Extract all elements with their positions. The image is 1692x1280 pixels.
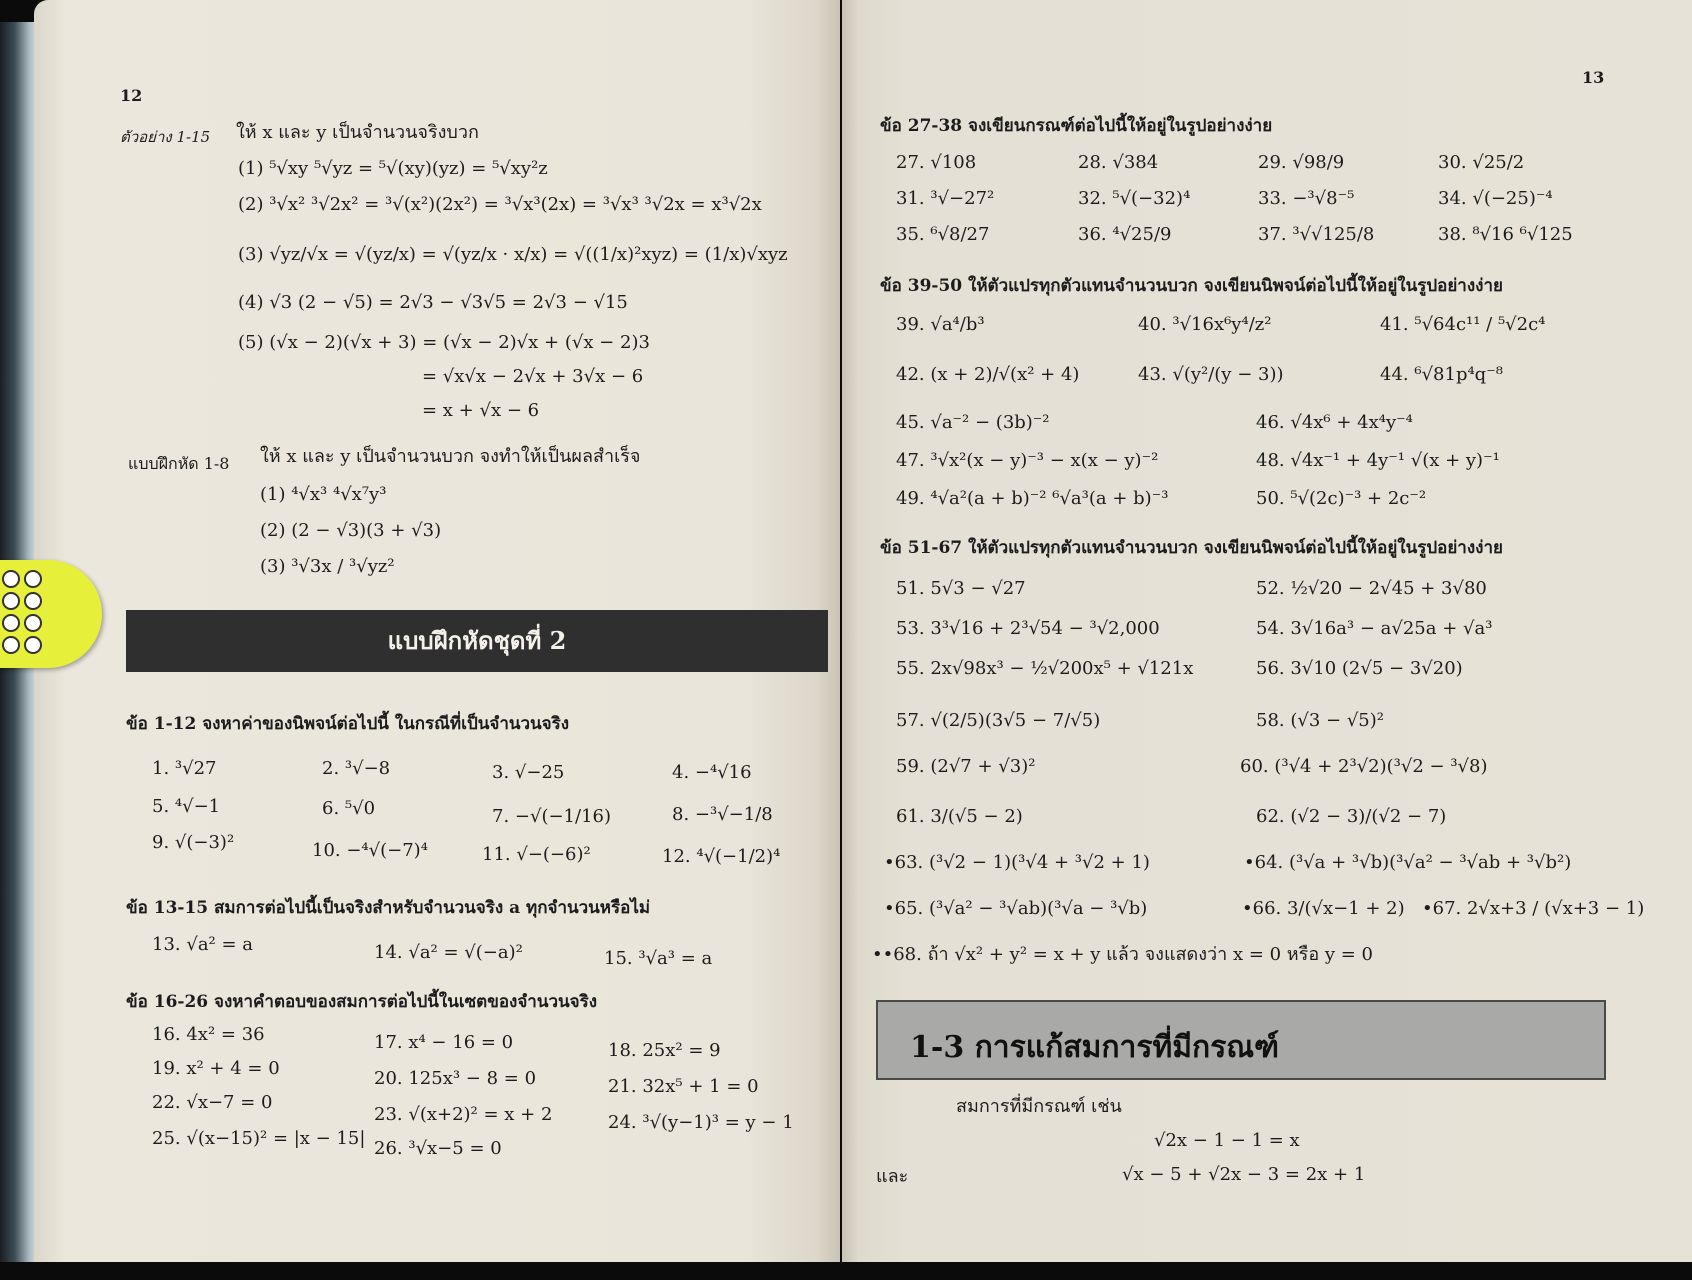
problem-item: 2. ³√−8	[322, 758, 391, 779]
problem-item: 37. ³√√125/8	[1258, 224, 1375, 245]
problem-item: 52. ½√20 − 2√45 + 3√80	[1256, 578, 1487, 599]
problem-item: 19. x² + 4 = 0	[152, 1058, 280, 1079]
problem-item: 18. 25x² = 9	[608, 1040, 721, 1061]
example-line: (3) √yz/√x = √(yz/x) = √(yz/x · x/x) = √((1/x)²xyz) = (1/x)√xyz	[238, 244, 788, 265]
section-heading: ข้อ 16-26 จงหาคำตอบของสมการต่อไปนี้ในเซตของจำนวนจริง	[126, 992, 598, 1012]
problem-item: 36. ⁴√25/9	[1078, 224, 1172, 245]
problem-item: 27. √108	[896, 152, 977, 173]
problem-item: 14. √a² = √(−a)²	[374, 942, 523, 963]
problem-item: 9. √(−3)²	[152, 832, 235, 853]
problem-item: 12. ⁴√(−1/2)⁴	[662, 846, 781, 867]
problem-item: 55. 2x√98x³ − ½√200x⁵ + √121x	[896, 658, 1194, 679]
problem-item: 50. ⁵√(2c)⁻³ + 2c⁻²	[1256, 488, 1427, 509]
problem-item: ••68. ถ้า √x² + y² = x + y แล้ว จงแสดงว่า x = 0 หรือ y = 0	[872, 944, 1374, 965]
problem-item: 38. ⁸√16 ⁶√125	[1438, 224, 1573, 245]
problem-item: 1. ³√27	[152, 758, 217, 779]
problem-item: 51. 5√3 − √27	[896, 578, 1026, 599]
example-line: = x + √x − 6	[422, 400, 540, 421]
example-line: (4) √3 (2 − √5) = 2√3 − √3√5 = 2√3 − √15	[238, 292, 628, 313]
problem-item: 17. x⁴ − 16 = 0	[374, 1032, 514, 1053]
problem-item: 26. ³√x−5 = 0	[374, 1138, 502, 1159]
exercise-set-banner: แบบฝึกหัดชุดที่ 2	[126, 610, 828, 672]
problem-item: 40. ³√16x⁶y⁴/z²	[1138, 314, 1272, 335]
problem-item: 29. √98/9	[1258, 152, 1345, 173]
example-line: (5) (√x − 2)(√x + 3) = (√x − 2)√x + (√x − 2)3	[238, 332, 650, 353]
problem-item: •66. 3/(√x−1 + 2)	[1242, 898, 1405, 919]
problem-item: •65. (³√a² − ³√ab)(³√a − ³√b)	[884, 898, 1148, 919]
exercise-intro: ให้ x และ y เป็นจำนวนบวก จงทำให้เป็นผลสำเร็จ	[260, 446, 641, 467]
problem-item: 23. √(x+2)² = x + 2	[374, 1104, 553, 1125]
left-page	[34, 0, 840, 1262]
example-line: = √x√x − 2√x + 3√x − 6	[422, 366, 644, 387]
problem-item: 31. ³√−27²	[896, 188, 995, 209]
example-line: (1) ⁵√xy ⁵√yz = ⁵√(xy)(yz) = ⁵√xy²z	[238, 158, 548, 179]
page-number: 12	[120, 86, 143, 105]
problem-item: 54. 3√16a³ − a√25a + √a³	[1256, 618, 1493, 639]
problem-item: 25. √(x−15)² = |x − 15|	[152, 1128, 366, 1149]
problem-item: 33. −³√8⁻⁵	[1258, 188, 1355, 209]
problem-item: 49. ⁴√a²(a + b)⁻² ⁶√a³(a + b)⁻³	[896, 488, 1169, 509]
problem-item: 35. ⁶√8/27	[896, 224, 990, 245]
problem-item: 56. 3√10 (2√5 − 3√20)	[1256, 658, 1463, 679]
problem-item: 7. −√(−1/16)	[492, 806, 611, 827]
body-text: และ	[876, 1166, 909, 1187]
problem-item: 11. √−(−6)²	[482, 844, 591, 865]
problem-item: 43. √(y²/(y − 3))	[1138, 364, 1284, 385]
problem-item: 15. ³√a³ = a	[604, 948, 713, 969]
problem-item: 10. −⁴√(−7)⁴	[312, 840, 428, 861]
problem-item: 41. ⁵√64c¹¹ / ⁵√2c⁴	[1380, 314, 1546, 335]
problem-item: 6. ⁵√0	[322, 798, 376, 819]
problem-item: 3. √−25	[492, 762, 565, 783]
section-heading: ข้อ 27-38 จงเขียนกรณฑ์ต่อไปนี้ให้อยู่ในรูปอย่างง่าย	[880, 116, 1273, 136]
problem-item: 4. −⁴√16	[672, 762, 752, 783]
problem-item: 21. 32x⁵ + 1 = 0	[608, 1076, 759, 1097]
right-page	[842, 0, 1692, 1262]
section-heading: ข้อ 1-12 จงหาค่าของนิพจน์ต่อไปนี้ ในกรณีที่เป็นจำนวนจริง	[126, 714, 570, 734]
equation: √2x − 1 − 1 = x	[1154, 1130, 1300, 1151]
problem-item: 13. √a² = a	[152, 934, 254, 955]
problem-item: 22. √x−7 = 0	[152, 1092, 273, 1113]
page-number: 13	[1582, 68, 1605, 87]
problem-item: 44. ⁶√81p⁴q⁻⁸	[1380, 364, 1503, 385]
problem-item: •67. 2√x+3 / (√x+3 − 1)	[1422, 898, 1645, 919]
example-line: (2) ³√x² ³√2x² = ³√(x²)(2x²) = ³√x³(2x) = ³√x³ ³√2x = x³√2x	[238, 194, 762, 215]
section-heading: ข้อ 13-15 สมการต่อไปนี้เป็นจริงสำหรับจำนวนจริง a ทุกจำนวนหรือไม่	[126, 898, 651, 918]
problem-item: 57. √(2/5)(3√5 − 7/√5)	[896, 710, 1101, 731]
body-text: สมการที่มีกรณฑ์ เช่น	[956, 1096, 1122, 1117]
section-heading: ข้อ 51-67 ให้ตัวแปรทุกตัวแทนจำนวนบวก จงเขียนนิพจน์ต่อไปนี้ให้อยู่ในรูปอย่างง่าย	[880, 538, 1503, 558]
problem-item: 61. 3/(√5 − 2)	[896, 806, 1023, 827]
problem-item: 59. (2√7 + √3)²	[896, 756, 1036, 777]
example-label: ตัวอย่าง 1-15	[120, 128, 211, 146]
problem-item: 53. 3³√16 + 2³√54 − ³√2,000	[896, 618, 1160, 639]
problem-item: 16. 4x² = 36	[152, 1024, 265, 1045]
problem-item: 60. (³√4 + 2³√2)(³√2 − ³√8)	[1240, 756, 1488, 777]
problem-item: •64. (³√a + ³√b)(³√a² − ³√ab + ³√b²)	[1244, 852, 1572, 873]
problem-item: 30. √25/2	[1438, 152, 1525, 173]
exercise-item: (1) ⁴√x³ ⁴√x⁷y³	[260, 484, 387, 505]
section-heading: ข้อ 39-50 ให้ตัวแปรทุกตัวแทนจำนวนบวก จงเขียนนิพจน์ต่อไปนี้ให้อยู่ในรูปอย่างง่าย	[880, 276, 1503, 296]
exercise-item: (3) ³√3x / ³√yz²	[260, 556, 395, 577]
problem-item: 62. (√2 − 3)/(√2 − 7)	[1256, 806, 1447, 827]
problem-item: 20. 125x³ − 8 = 0	[374, 1068, 537, 1089]
problem-item: 32. ⁵√(−32)⁴	[1078, 188, 1191, 209]
section-title: 1-3 การแก้สมการที่มีกรณฑ์	[910, 1030, 1280, 1065]
problem-item: 8. −³√−1/8	[672, 804, 773, 825]
problem-item: 46. √4x⁶ + 4x⁴y⁻⁴	[1256, 412, 1413, 433]
section-title-box	[876, 1000, 1606, 1080]
exercise-label: แบบฝึกหัด 1-8	[128, 454, 230, 473]
problem-item: 5. ⁴√−1	[152, 796, 221, 817]
problem-item: 39. √a⁴/b³	[896, 314, 985, 335]
problem-item: 48. √4x⁻¹ + 4y⁻¹ √(x + y)⁻¹	[1256, 450, 1500, 471]
exercise-item: (2) (2 − √3)(3 + √3)	[260, 520, 442, 541]
problem-item: 42. (x + 2)/√(x² + 4)	[896, 364, 1080, 385]
problem-item: 58. (√3 − √5)²	[1256, 710, 1384, 731]
example-intro: ให้ x และ y เป็นจำนวนจริงบวก	[236, 122, 479, 143]
equation: √x − 5 + √2x − 3 = 2x + 1	[1122, 1164, 1366, 1185]
problem-item: 34. √(−25)⁻⁴	[1438, 188, 1553, 209]
problem-item: 28. √384	[1078, 152, 1159, 173]
problem-item: 47. ³√x²(x − y)⁻³ − x(x − y)⁻²	[896, 450, 1159, 471]
problem-item: 45. √a⁻² − (3b)⁻²	[896, 412, 1050, 433]
problem-item: •63. (³√2 − 1)(³√4 + ³√2 + 1)	[884, 852, 1150, 873]
problem-item: 24. ³√(y−1)³ = y − 1	[608, 1112, 794, 1133]
